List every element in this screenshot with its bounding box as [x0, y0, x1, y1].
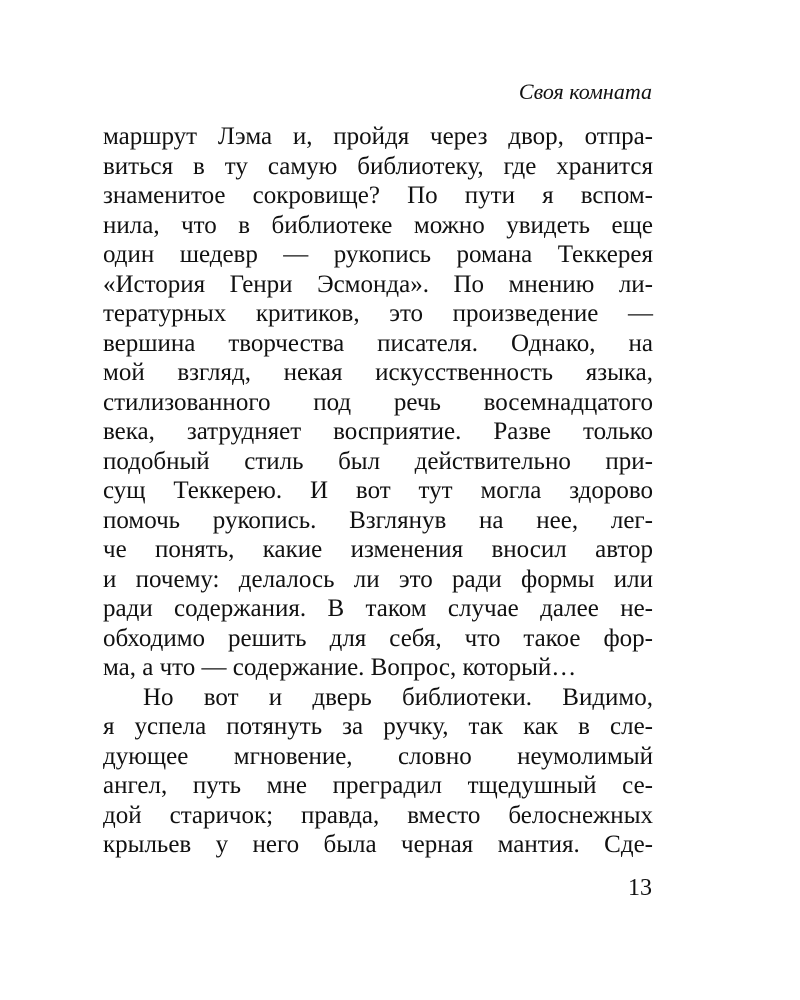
text-line: знаменитое сокровище? По пути я вспом- — [103, 182, 653, 209]
text-line: и почему: делалось ли это ради формы или — [103, 565, 653, 593]
text-line: помочь рукопись. Взглянув на нее, лег- — [103, 506, 653, 534]
text-line: че понять, какие изменения вносил автор — [103, 536, 653, 563]
paragraph-2 — [103, 683, 653, 860]
text-line: стилизованного под речь восемнадцатого — [103, 388, 653, 416]
page-number: 13 — [628, 875, 652, 901]
text-line: мой взгляд, некая искусственность языка, — [103, 359, 653, 386]
text-line: маршрут Лэма и, пройдя через двор, отпра- — [103, 123, 653, 150]
paragraph-1 — [103, 122, 653, 683]
text-line: «История Генри Эсмонда». По мнению ли- — [103, 270, 653, 298]
text-line: подобный стиль был действительно при- — [103, 447, 653, 475]
text-line: ма, а что — содержание. Вопрос, который… — [103, 654, 577, 681]
text-line: дующее мгновение, словно неумолимый — [103, 742, 653, 770]
text-line: я успела потянуть за ручку, так как в сле- — [103, 713, 653, 740]
text-line: Но вот и дверь библиотеки. Видимо, — [143, 683, 653, 711]
text-line: ангел, путь мне преградил тщедушный се- — [103, 772, 653, 799]
text-line: нила, что в библиотеке можно увидеть еще — [103, 211, 653, 239]
text-line: один шедевр — рукопись романа Теккерея — [103, 241, 653, 268]
running-head: Своя комната — [518, 79, 652, 104]
text-line: крыльев у него была черная мантия. Сде- — [103, 831, 653, 858]
text-line: тературных критиков, это произведение — — [103, 300, 653, 327]
body-text — [103, 122, 653, 860]
text-line: обходимо решить для себя, что такое фор- — [103, 624, 653, 652]
text-line: ради содержания. В таком случае далее не- — [103, 595, 653, 622]
text-line: вершина творчества писателя. Однако, на — [103, 329, 653, 357]
text-line: сущ Теккерею. И вот тут могла здорово — [103, 477, 653, 504]
text-line: дой старичок; правда, вместо белоснежных — [103, 801, 653, 829]
text-line: века, затрудняет восприятие. Разве только — [103, 418, 653, 445]
text-line: виться в ту самую библиотеку, где хранится — [103, 152, 653, 180]
